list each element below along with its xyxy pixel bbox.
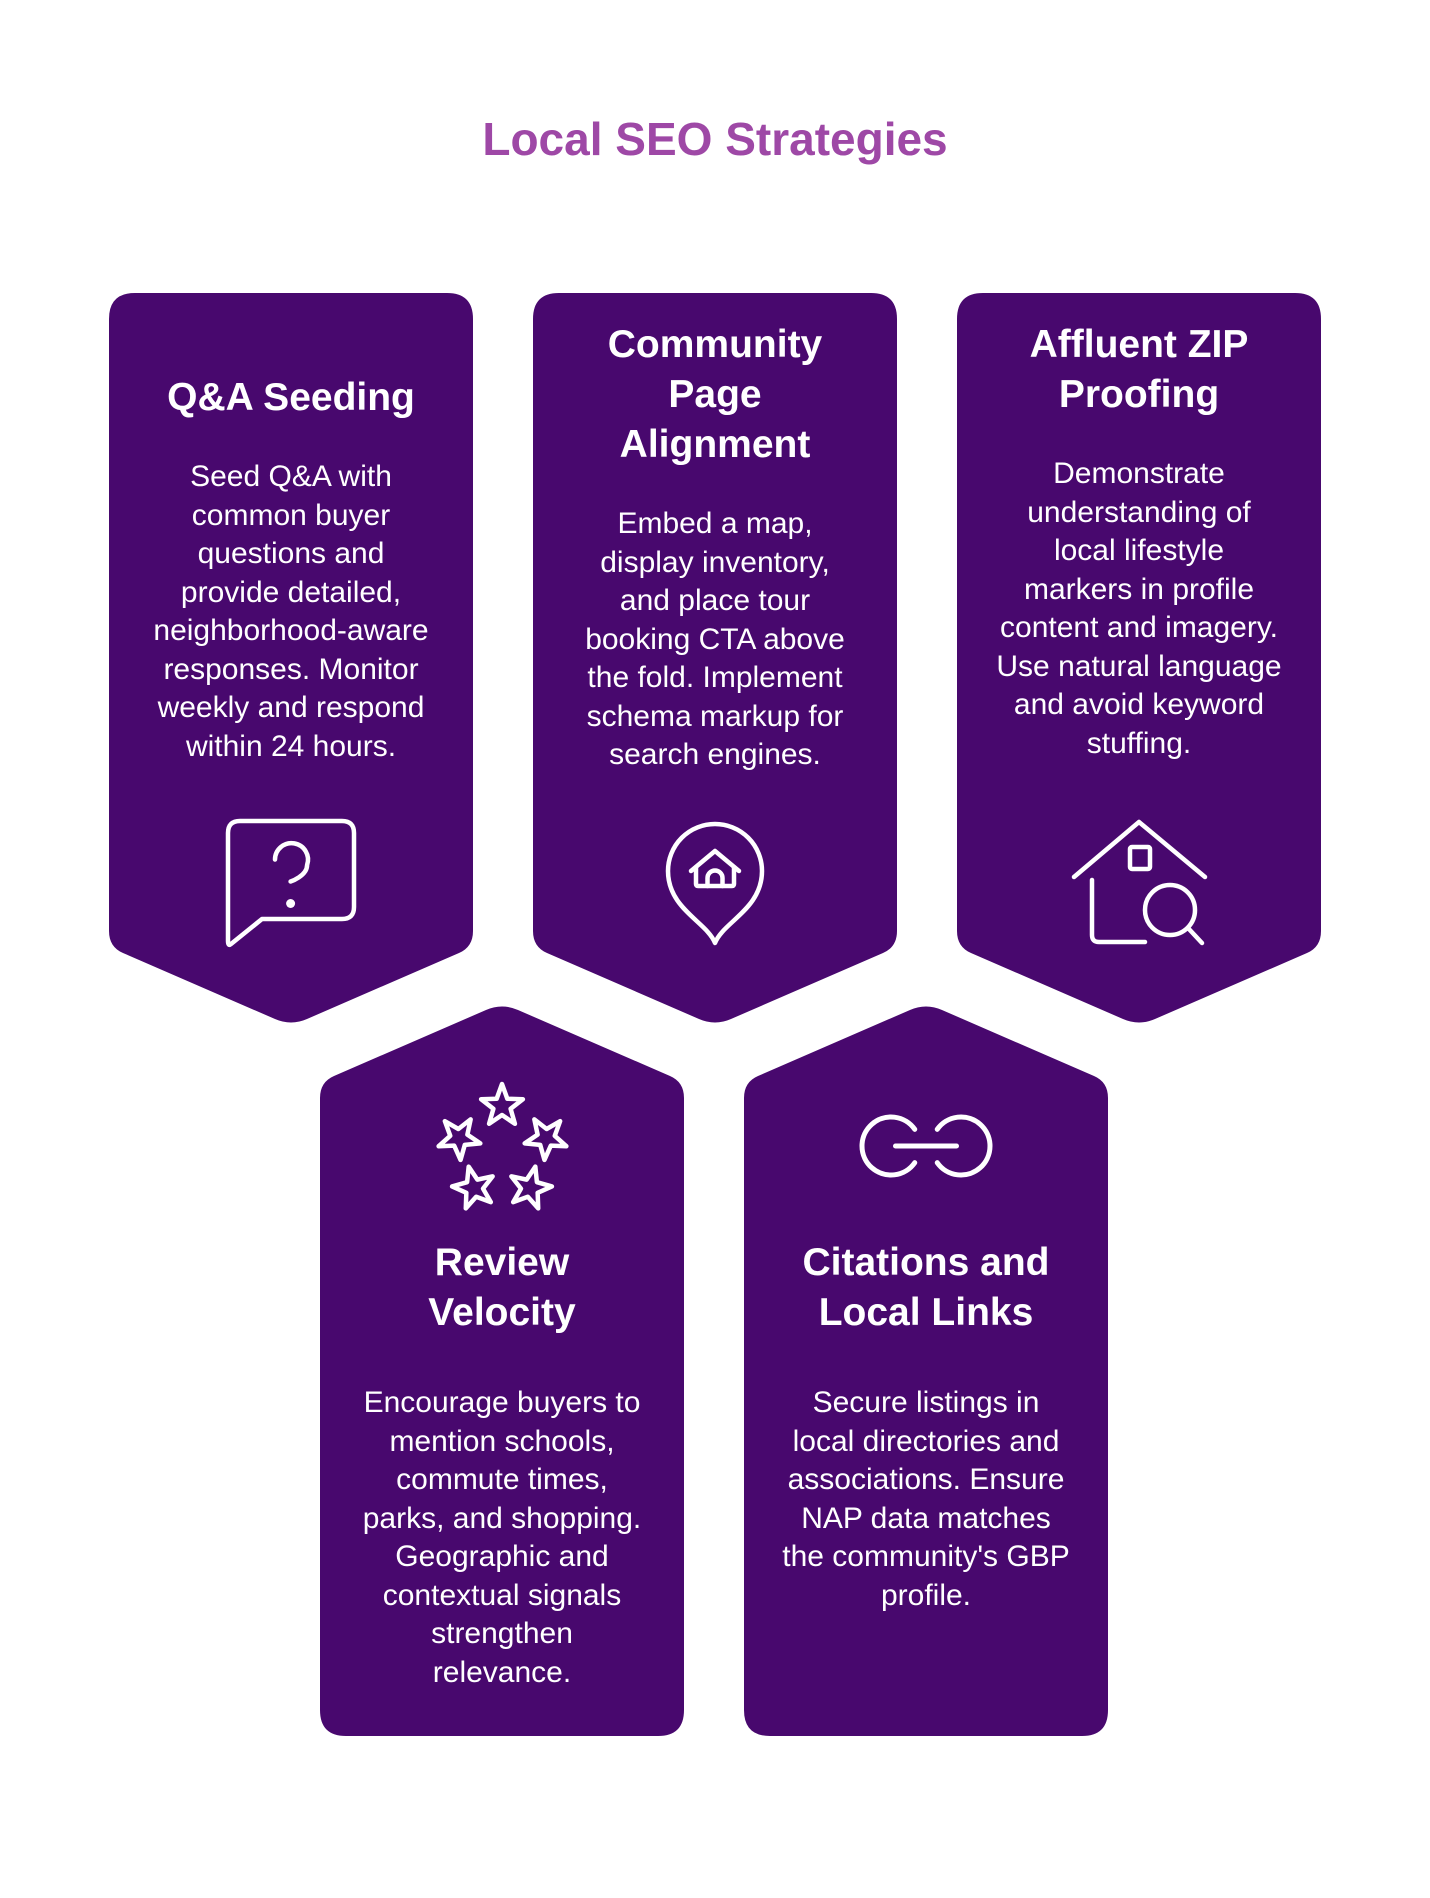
card-title [768,1238,1084,1338]
card-body-line: mention schools, [389,1424,615,1458]
card-body-line: booking CTA above [585,622,845,656]
card-affluent-zip-proofing [957,293,1321,1027]
card-body-line: Use natural language [996,649,1282,683]
page-title: Local SEO Strategies [482,113,948,165]
question-dot [286,899,295,908]
card-body-line: the community's GBP [782,1540,1070,1573]
card-content [768,1002,1084,1615]
card-body-line: and place tour [619,584,811,617]
card-body-line: the fold. Implement [587,661,843,694]
card-body-line: commute times, [396,1463,608,1496]
card-body [557,505,873,775]
card-body-line: provide detailed, [180,575,402,609]
icon-area [957,813,1321,953]
card-body-line: schema markup for [586,699,844,733]
card-body-line: stuffing. [1086,726,1192,760]
card-body-line: profile. [880,1578,972,1612]
card-title-line: Alignment [619,423,811,466]
question-speech-bubble-icon [224,817,358,949]
card-body-line: parks, and shopping. [362,1501,642,1535]
card-title-line: Velocity [428,1291,576,1334]
card-title-line: Page [668,373,762,416]
card-body-line: responses. Monitor [163,652,419,686]
card-body-line: Embed a map, [617,507,813,540]
card-body-line: search engines. [609,738,821,771]
card-body-line: Secure listings in [812,1386,1040,1419]
card-body [344,1384,660,1692]
card-content [344,1002,660,1692]
card-title [557,320,873,470]
card-content [981,293,1297,763]
card-body-line: understanding of [1027,495,1251,529]
card-body-line: local directories and [792,1424,1060,1458]
card-title-line: Proofing [1058,373,1220,416]
card-content [557,293,873,775]
card-body-line: relevance. [432,1655,572,1689]
card-body-line: weekly and respond [157,691,425,724]
card-title [133,373,449,423]
card-title-line: Review [434,1241,570,1284]
card-title-line: Community [607,323,823,366]
card-qa-seeding [109,293,473,1027]
card-body [133,458,449,766]
card-title [344,1238,660,1338]
card-body-line: NAP data matches [801,1501,1051,1535]
card-body-line: Geographic and [395,1540,609,1573]
card-body-line: local lifestyle [1053,534,1225,567]
map-pin-home-icon [660,819,770,947]
card-body-line: Demonstrate [1053,457,1225,490]
card-body-line: common buyer [191,498,391,532]
home-search-icon [1068,813,1210,953]
card-body [768,1384,1084,1615]
card-body-line: associations. Ensure [787,1463,1065,1496]
card-body-line: content and imagery. [1000,611,1278,644]
card-title-line: Local Links [818,1291,1034,1334]
card-body-line: Seed Q&A with [190,460,392,493]
card-content [133,293,449,766]
card-title-line: Affluent ZIP [1029,323,1249,366]
card-citations-and-local-links [744,1002,1108,1736]
card-title-line: Citations and [802,1241,1050,1284]
card-body-line: contextual signals [382,1578,622,1612]
card-title-line: Q&A Seeding [167,376,415,419]
card-title [981,320,1297,420]
card-body-line: questions and [197,537,385,570]
card-body-line: within 24 hours. [185,729,397,763]
card-review-velocity [320,1002,684,1736]
card-body-line: Encourage buyers to [363,1386,641,1419]
card-body-line: neighborhood-aware [153,614,429,647]
card-body-line: display inventory, [600,545,830,579]
card-body [981,455,1297,763]
card-body-line: strengthen [431,1617,573,1650]
card-body-line: and avoid keyword [1013,688,1265,721]
card-body-line: markers in profile [1023,572,1255,606]
icon-area [533,813,897,953]
card-community-page-alignment [533,293,897,1027]
icon-area [109,813,473,953]
